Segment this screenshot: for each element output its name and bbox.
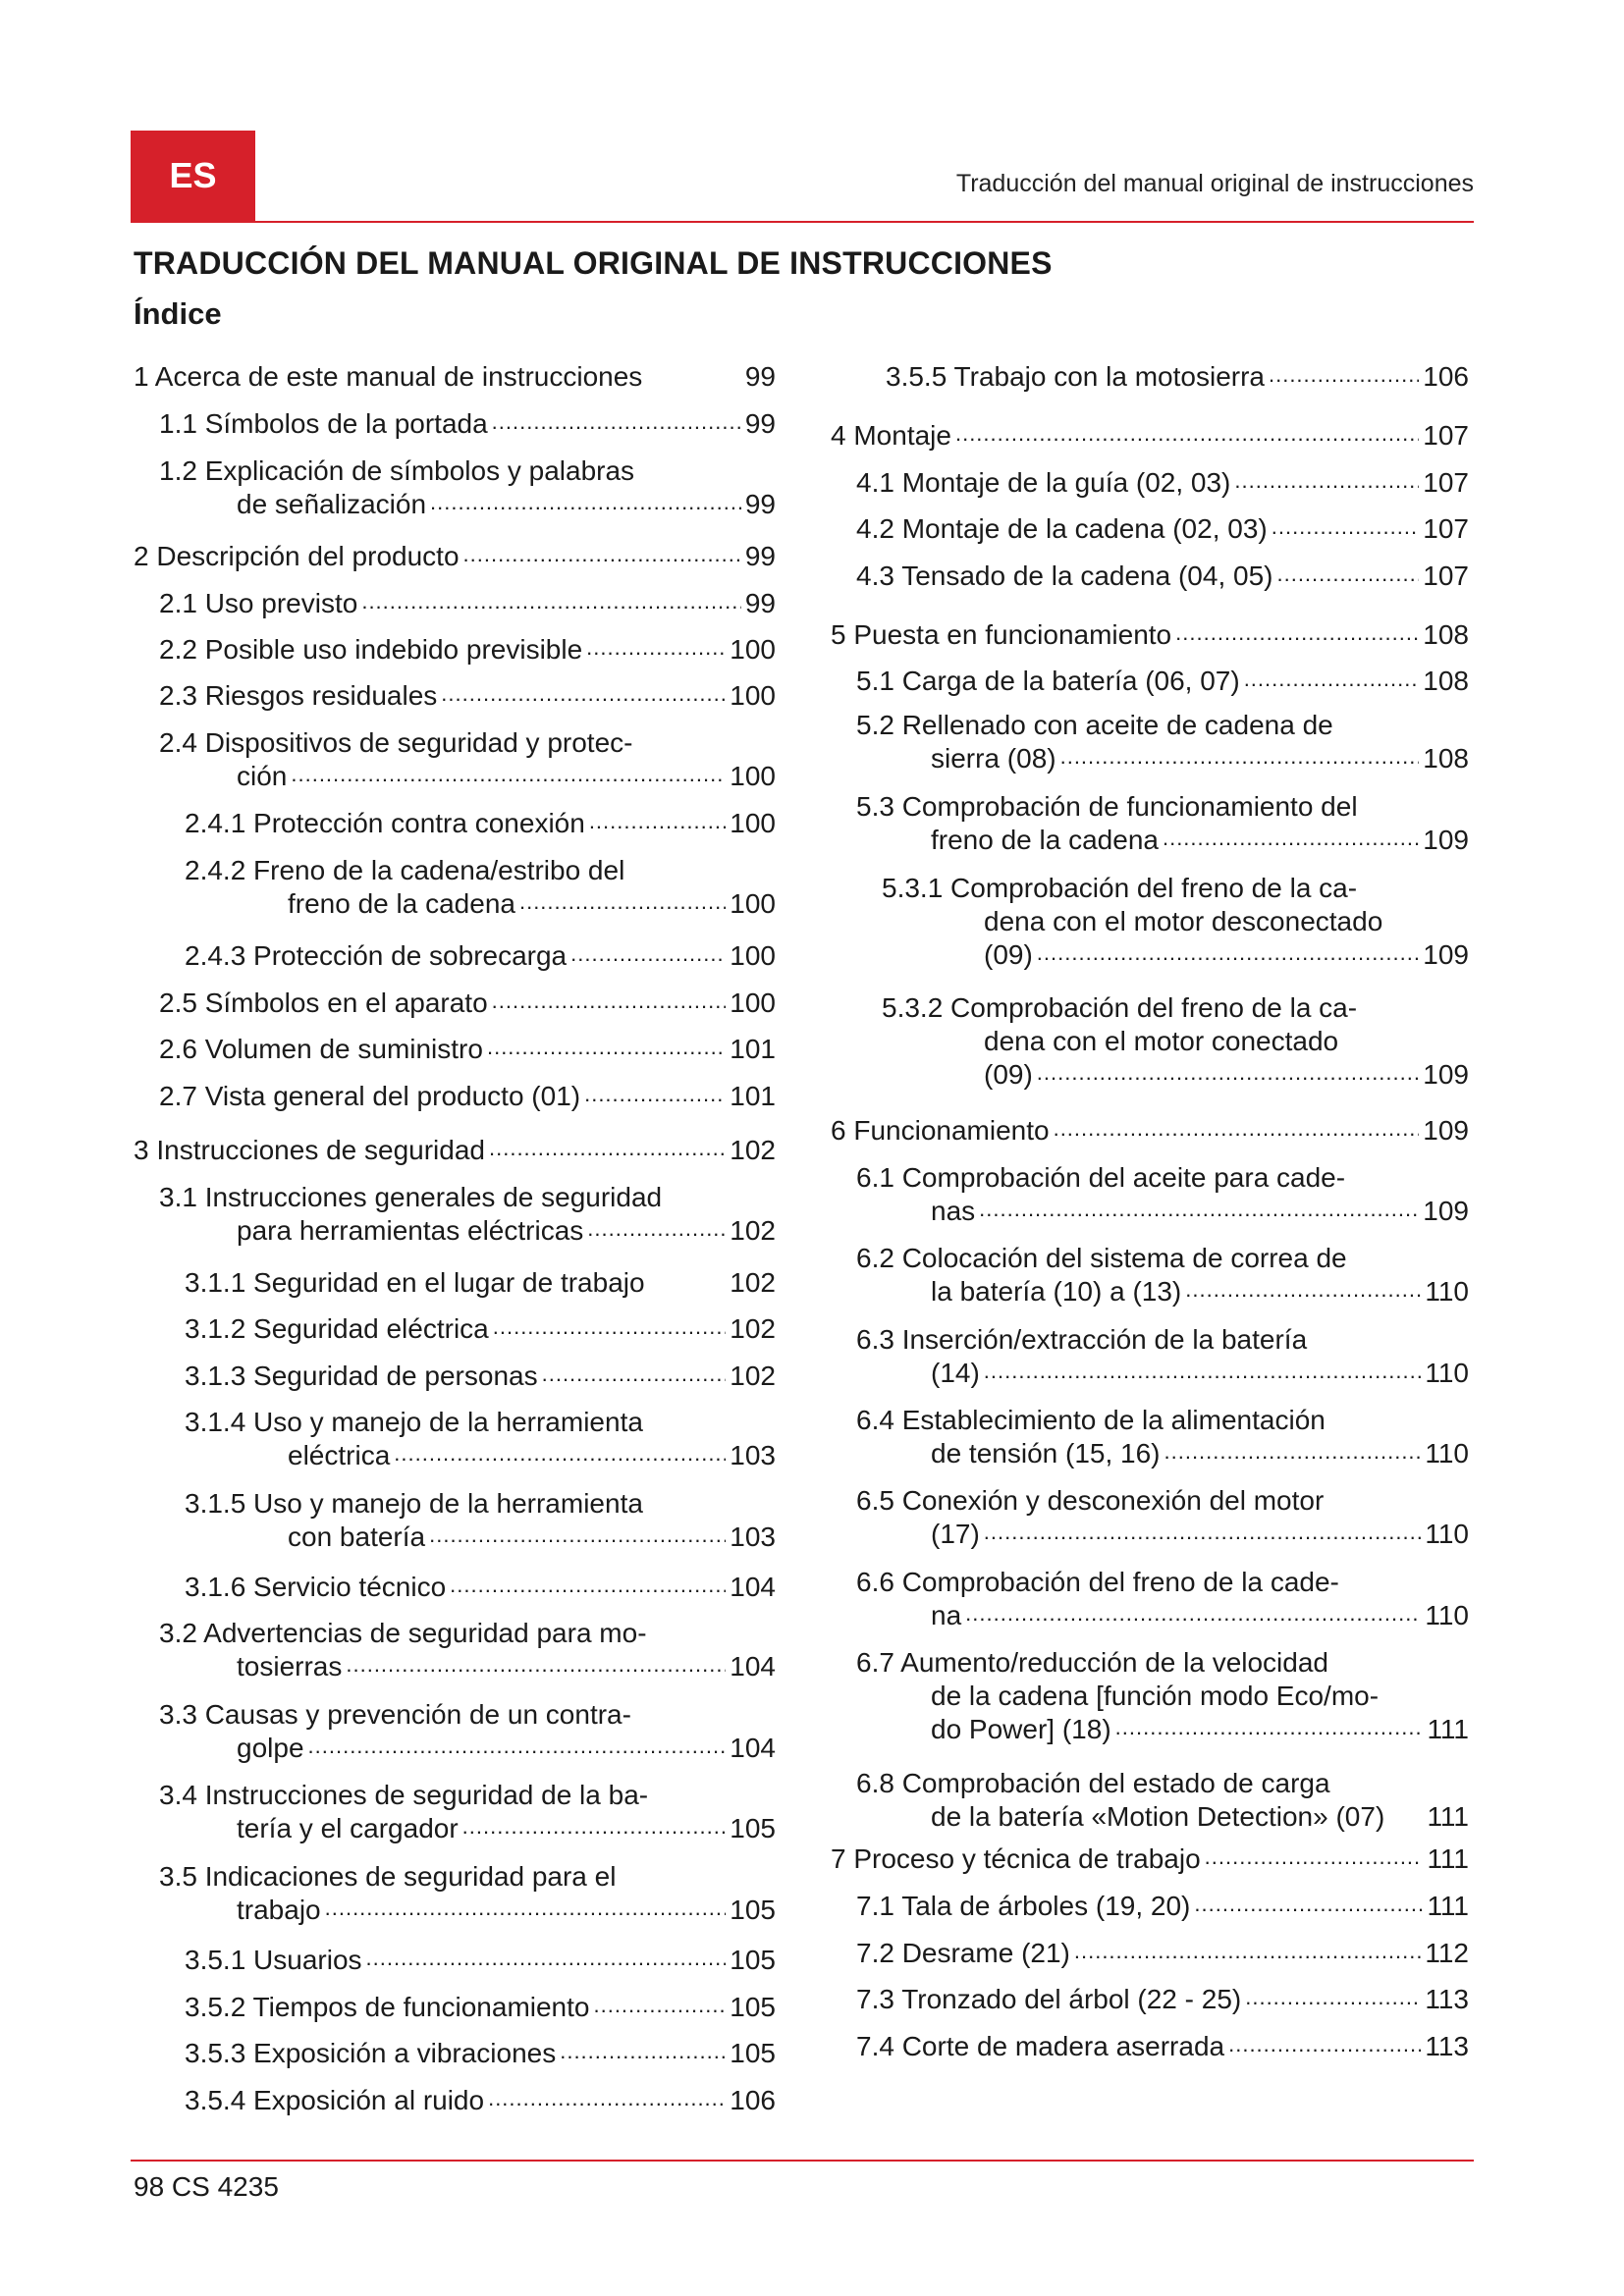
toc-entry-label-cont: freno de la cadena: [288, 888, 515, 919]
toc-entry-label: 6.7 Aumento/reducción de la velocidad: [856, 1647, 1328, 1678]
toc-page-number: 112: [1425, 1938, 1469, 1968]
toc-entry-label-cont: con batería: [288, 1522, 426, 1552]
toc-entry[interactable]: [159, 587, 776, 620]
toc-entry[interactable]: [159, 1860, 776, 1927]
toc-page-number: 103: [730, 1440, 776, 1470]
toc-entry-label: 2.3 Riesgos residuales: [159, 680, 438, 711]
toc-entry[interactable]: [856, 1484, 1469, 1551]
dot-leader: [1269, 364, 1419, 394]
toc-entry[interactable]: [831, 1842, 1469, 1876]
dot-leader: [1074, 1941, 1421, 1970]
toc-entry-label-cont: tosierras: [237, 1651, 343, 1682]
toc-page-number: 109: [1423, 1196, 1469, 1226]
dot-leader: [1060, 746, 1420, 775]
toc-entry-label: 2.4.3 Protección de sobrecarga: [185, 940, 568, 971]
dot-leader: [291, 764, 726, 793]
toc-entry[interactable]: [185, 1406, 776, 1472]
toc-entry-label: 6.4 Establecimiento de la alimentación: [856, 1405, 1326, 1435]
toc-entry-label-cont: (09): [984, 939, 1033, 970]
toc-entry-label-cont: para herramientas eléctricas: [237, 1215, 584, 1246]
toc-page-number: 111: [1427, 1891, 1469, 1921]
dot-leader: [487, 1037, 726, 1066]
dot-leader: [584, 1084, 726, 1113]
toc-entry[interactable]: [856, 1161, 1469, 1228]
dot-leader: [1115, 1717, 1424, 1746]
toc-entry-label: 6.8 Comprobación del estado de carga: [856, 1768, 1330, 1798]
toc-entry[interactable]: [185, 1944, 776, 1977]
dot-leader: [463, 544, 741, 573]
toc-entry-label: 3.5.3 Exposición a vibraciones: [185, 2038, 557, 2068]
toc-entry[interactable]: [185, 2084, 776, 2117]
toc-entry-label: 6.6 Comprobación del freno de la cade-: [856, 1567, 1339, 1597]
toc-entry-label-cont: ción: [237, 761, 288, 791]
footer-rule: [131, 2160, 1474, 2162]
dot-leader: [1228, 2034, 1421, 2063]
toc-entry[interactable]: [159, 679, 776, 713]
toc-entry-label: 3.1.5 Uso y manejo de la herramienta: [185, 1488, 643, 1519]
toc-page-number: 104: [730, 1651, 776, 1682]
toc-entry[interactable]: [185, 807, 776, 840]
toc-entry-label: 2.2 Posible uso indebido previsible: [159, 634, 583, 665]
toc-entry-label-cont: nas: [931, 1196, 976, 1226]
toc-entry-label: 6.3 Inserción/extracción de la batería: [856, 1324, 1308, 1355]
toc-page-number: 106: [1423, 361, 1469, 392]
toc-entry[interactable]: [159, 1779, 776, 1845]
toc-entry-label: 2.6 Volumen de suministro: [159, 1034, 483, 1064]
dot-leader: [308, 1735, 727, 1765]
dot-leader: [1054, 1118, 1420, 1148]
toc-page-number: 111: [1427, 1843, 1469, 1874]
toc-entry-label-cont: la batería (10) a (13): [931, 1276, 1182, 1307]
dot-leader: [1175, 622, 1419, 652]
toc-entry-label: 3.2 Advertencias de seguridad para mo-: [159, 1618, 647, 1648]
dot-leader: [492, 990, 727, 1020]
toc-entry-label: 2.4 Dispositivos de seguridad y protec-: [159, 727, 633, 758]
dot-leader: [493, 1316, 727, 1346]
toc-entry-label-cont: (17): [931, 1519, 980, 1549]
toc-entry-label-cont: na: [931, 1600, 962, 1630]
dot-leader: [450, 1575, 726, 1604]
toc-page-number: 111: [1427, 1801, 1469, 1832]
toc-page-number: 110: [1425, 1276, 1469, 1307]
dot-leader: [429, 1524, 726, 1554]
toc-entry[interactable]: [831, 419, 1469, 453]
toc-page-number: 102: [730, 1313, 776, 1344]
dot-leader: [593, 1995, 726, 2024]
dot-leader: [366, 1948, 727, 1977]
toc-entry-label: 5.3.2 Comprobación del freno de la ca-: [882, 992, 1358, 1023]
toc-entry-label: 3.5 Indicaciones de seguridad para el: [159, 1861, 617, 1892]
toc-entry[interactable]: [159, 1698, 776, 1765]
toc-entry[interactable]: [159, 987, 776, 1020]
toc-page-number: 100: [730, 761, 776, 791]
toc-entry-label-cont: freno de la cadena: [931, 825, 1159, 855]
toc-entry[interactable]: [856, 1404, 1469, 1470]
toc-entry[interactable]: [134, 360, 776, 394]
toc-entry-label-cont: de la batería «Motion Detection» (07): [931, 1801, 1385, 1832]
dot-leader: [1037, 1062, 1419, 1092]
toc-entry[interactable]: [882, 991, 1469, 1092]
dot-leader: [1037, 942, 1419, 972]
dot-leader: [586, 637, 726, 667]
toc-entry-label: 2 Descripción del producto: [134, 541, 460, 571]
toc-entry-label: 4.3 Tensado de la cadena (04, 05): [856, 561, 1273, 591]
toc-entry[interactable]: [856, 1937, 1469, 1970]
toc-page-number: 107: [1423, 561, 1469, 591]
dot-leader: [1276, 563, 1419, 593]
toc-entry[interactable]: [185, 854, 776, 921]
toc-entry[interactable]: [159, 454, 776, 521]
toc-page-number: 99: [744, 588, 776, 618]
header-rule: [131, 221, 1474, 223]
toc-entry-label-cont: tería y el cargador: [237, 1813, 459, 1843]
toc-page-number: 101: [730, 1081, 776, 1111]
dot-leader: [1164, 1441, 1422, 1470]
toc-entry[interactable]: [831, 1114, 1469, 1148]
toc-entry[interactable]: [185, 1360, 776, 1393]
toc-page-number: 108: [1423, 743, 1469, 774]
toc-page-number: 109: [1423, 939, 1469, 970]
toc-entry-label: 7.4 Corte de madera aserrada: [856, 2031, 1225, 2061]
toc-entry[interactable]: [159, 407, 776, 441]
toc-entry[interactable]: [856, 466, 1469, 500]
toc-entry-label-cont: dena con el motor conectado: [984, 1026, 1339, 1056]
dot-leader: [462, 1816, 727, 1845]
toc-entry-label: 2.4.1 Protección contra conexión: [185, 808, 585, 838]
toc-entry-label-cont: do Power] (18): [931, 1714, 1111, 1744]
toc-entry[interactable]: [856, 1646, 1469, 1746]
toc-entry-label: 7.2 Desrame (21): [856, 1938, 1070, 1968]
dot-leader: [542, 1363, 727, 1393]
toc-entry-label: 5.3 Comprobación de funcionamiento del: [856, 791, 1358, 822]
toc-entry[interactable]: [856, 665, 1469, 698]
toc-page-number: 99: [744, 361, 776, 392]
toc-page-number: 110: [1425, 1519, 1469, 1549]
toc-entry-label: 3.5.5 Trabajo con la motosierra: [886, 361, 1265, 392]
toc-page-number: 101: [730, 1034, 776, 1064]
toc-entry[interactable]: [159, 726, 776, 793]
toc-page-number: 102: [730, 1135, 776, 1165]
dot-leader: [984, 1522, 1422, 1551]
dot-leader: [965, 1603, 1421, 1632]
index-heading: Índice: [134, 296, 222, 331]
running-header-title: Traducción del manual original de instrucciones: [955, 170, 1474, 197]
toc-entry-label-cont: (09): [984, 1059, 1033, 1090]
toc-entry[interactable]: [882, 872, 1469, 972]
toc-page-number: 105: [730, 2038, 776, 2068]
dot-leader: [1205, 1846, 1424, 1876]
toc-page-number: 104: [730, 1733, 776, 1763]
toc-page-number: 109: [1423, 825, 1469, 855]
toc-entry[interactable]: [856, 1323, 1469, 1390]
toc-page-number: 102: [730, 1267, 776, 1298]
toc-entry[interactable]: [831, 618, 1469, 652]
toc-page-number: 104: [730, 1572, 776, 1602]
toc-entry[interactable]: [134, 540, 776, 573]
toc-page-number: 100: [730, 680, 776, 711]
toc-entry[interactable]: [185, 2037, 776, 2070]
dot-leader: [441, 683, 726, 713]
toc-entry[interactable]: [159, 1080, 776, 1113]
dot-leader: [560, 2041, 726, 2070]
toc-page-number: 103: [730, 1522, 776, 1552]
toc-entry-label: 6 Funcionamiento: [831, 1115, 1050, 1146]
toc-page-number: 108: [1423, 666, 1469, 696]
dot-leader: [1194, 1894, 1423, 1923]
dot-leader: [1163, 828, 1419, 857]
toc-entry-label: 3.5.4 Exposición al ruido: [185, 2085, 485, 2115]
toc-entry-label: 1 Acerca de este manual de instrucciones: [134, 361, 643, 392]
toc-entry[interactable]: [856, 1242, 1469, 1308]
toc-entry-label: 3.1.1 Seguridad en el lugar de trabajo: [185, 1267, 645, 1298]
toc-page-number: 100: [730, 634, 776, 665]
toc-entry[interactable]: [185, 1571, 776, 1604]
toc-entry-label: 4 Montaje: [831, 420, 951, 451]
toc-page-number: 102: [730, 1361, 776, 1391]
toc-page-number: 108: [1423, 619, 1469, 650]
toc-entry-label: 3.1.3 Seguridad de personas: [185, 1361, 538, 1391]
dot-leader: [589, 811, 726, 840]
toc-entry-label-cont: trabajo: [237, 1895, 321, 1925]
dot-leader: [955, 423, 1419, 453]
dot-leader: [1245, 1987, 1421, 2016]
toc-page-number: 109: [1423, 1115, 1469, 1146]
dot-leader: [346, 1654, 726, 1683]
toc-entry-label: 3.1.2 Seguridad eléctrica: [185, 1313, 489, 1344]
toc-page-number: 100: [730, 940, 776, 971]
toc-entry-label: 3.1.4 Uso y manejo de la herramienta: [185, 1407, 643, 1437]
toc-entry-label: 2.5 Símbolos en el aparato: [159, 988, 488, 1018]
toc-entry-label: 3 Instrucciones de seguridad: [134, 1135, 485, 1165]
toc-entry-label-cont: eléctrica: [288, 1440, 391, 1470]
toc-entry[interactable]: [856, 560, 1469, 593]
toc-entry-label-cont: de la cadena [función modo Eco/mo-: [931, 1681, 1380, 1711]
page-footer: 98 CS 4235: [134, 2171, 279, 2202]
toc-entry[interactable]: [886, 360, 1469, 394]
toc-page-number: 107: [1423, 420, 1469, 451]
toc-entry[interactable]: [856, 1983, 1469, 2016]
toc-entry-label: 3.1 Instrucciones generales de seguridad: [159, 1182, 663, 1212]
toc-entry-label-cont: dena con el motor desconectado: [984, 906, 1383, 936]
toc-entry[interactable]: [856, 790, 1469, 857]
toc-page-number: 105: [730, 1895, 776, 1925]
toc-entry[interactable]: [856, 2030, 1469, 2063]
toc-page-number: 111: [1427, 1714, 1469, 1744]
toc-entry[interactable]: [856, 512, 1469, 546]
toc-page-number: 105: [730, 1945, 776, 1975]
toc-entry-label: 5.1 Carga de la batería (06, 07): [856, 666, 1240, 696]
toc-entry-label: 4.2 Montaje de la cadena (02, 03): [856, 513, 1268, 544]
toc-entry-label: 3.5.1 Usuarios: [185, 1945, 362, 1975]
dot-leader: [1272, 516, 1420, 546]
toc-entry[interactable]: [185, 1312, 776, 1346]
toc-page-number: 100: [730, 808, 776, 838]
dot-leader: [325, 1897, 727, 1927]
toc-entry[interactable]: [185, 939, 776, 973]
toc-entry[interactable]: [856, 1566, 1469, 1632]
dot-leader: [361, 591, 741, 620]
toc-page-number: 106: [730, 2085, 776, 2115]
dot-leader: [570, 943, 726, 973]
toc-entry-label: 2.4.2 Freno de la cadena/estribo del: [185, 855, 625, 885]
toc-page-number: 99: [744, 541, 776, 571]
toc-entry-label: 7.3 Tronzado del árbol (22 - 25): [856, 1984, 1242, 2014]
toc-page-number: 110: [1425, 1600, 1469, 1630]
toc-entry-label: 3.3 Causas y prevención de un contra-: [159, 1699, 631, 1730]
toc-entry[interactable]: [159, 1181, 776, 1248]
toc-page-number: 110: [1425, 1358, 1469, 1388]
toc-entry-label-cont: (14): [931, 1358, 980, 1388]
toc-entry-label: 6.1 Comprobación del aceite para cade-: [856, 1162, 1346, 1193]
toc-entry[interactable]: [856, 709, 1469, 775]
toc-entry[interactable]: [134, 1134, 776, 1167]
toc-page-number: 99: [744, 408, 776, 439]
toc-entry[interactable]: [856, 1890, 1469, 1923]
toc-entry-label: 5 Puesta en funcionamiento: [831, 619, 1172, 650]
toc-entry-label: 1.1 Símbolos de la portada: [159, 408, 488, 439]
toc-entry-label-cont: sierra (08): [931, 743, 1056, 774]
dot-leader: [394, 1443, 726, 1472]
toc-entry-label: 5.3.1 Comprobación del freno de la ca-: [882, 873, 1358, 903]
toc-entry-label: 7.1 Tala de árboles (19, 20): [856, 1891, 1191, 1921]
document-title: TRADUCCIÓN DEL MANUAL ORIGINAL DE INSTRUCCIONES: [134, 245, 1053, 281]
toc-entry-label-cont: de señalización: [237, 489, 427, 519]
toc-entry-label-cont: golpe: [237, 1733, 304, 1763]
toc-page-number: 105: [730, 1992, 776, 2022]
toc-entry-label: 3.1.6 Servicio técnico: [185, 1572, 447, 1602]
toc-entry-label: 5.2 Rellenado con aceite de cadena de: [856, 710, 1333, 740]
toc-page-number: 100: [730, 988, 776, 1018]
dot-leader: [489, 1138, 726, 1167]
toc-page-number: 107: [1423, 513, 1469, 544]
dot-leader: [984, 1361, 1422, 1390]
dot-leader: [1234, 470, 1419, 500]
language-tab: ES: [131, 131, 255, 221]
toc-entry-label: 6.5 Conexión y desconexión del motor: [856, 1485, 1325, 1516]
toc-page-number: 102: [730, 1215, 776, 1246]
toc-page-number: 113: [1425, 2031, 1469, 2061]
toc-entry-label: 3.5.2 Tiempos de funcionamiento: [185, 1992, 590, 2022]
toc-entry-label: 6.2 Colocación del sistema de correa de: [856, 1243, 1347, 1273]
toc-entry[interactable]: [185, 1266, 776, 1300]
toc-page-number: 110: [1425, 1438, 1469, 1468]
toc-entry[interactable]: [159, 1033, 776, 1066]
toc-entry[interactable]: [185, 1991, 776, 2024]
dot-leader: [1185, 1279, 1421, 1308]
dot-leader: [430, 492, 741, 521]
toc-page-number: 100: [730, 888, 776, 919]
toc-entry-label-cont: de tensión (15, 16): [931, 1438, 1161, 1468]
toc-entry-label: 1.2 Explicación de símbolos y palabras: [159, 455, 635, 486]
toc-entry-label: 4.1 Montaje de la guía (02, 03): [856, 467, 1231, 498]
toc-entry[interactable]: [159, 1617, 776, 1683]
toc-page-number: 113: [1425, 1984, 1469, 2014]
toc-entry-label: 3.4 Instrucciones de seguridad de la ba-: [159, 1780, 649, 1810]
dot-leader: [519, 891, 726, 921]
toc-page-number: 105: [730, 1813, 776, 1843]
toc-entry-label: 2.7 Vista general del producto (01): [159, 1081, 581, 1111]
dot-leader: [587, 1218, 726, 1248]
dot-leader: [1244, 668, 1420, 698]
toc-entry[interactable]: [185, 1487, 776, 1554]
toc-page-number: 99: [744, 489, 776, 519]
toc-entry-label: 7 Proceso y técnica de trabajo: [831, 1843, 1201, 1874]
toc-entry-label: 2.1 Uso previsto: [159, 588, 358, 618]
toc-page-number: 109: [1423, 1059, 1469, 1090]
dot-leader: [492, 411, 741, 441]
dot-leader: [488, 2088, 726, 2117]
toc-entry[interactable]: [159, 633, 776, 667]
toc-page-number: 107: [1423, 467, 1469, 498]
dot-leader: [979, 1199, 1419, 1228]
toc-entry[interactable]: [856, 1767, 1469, 1834]
